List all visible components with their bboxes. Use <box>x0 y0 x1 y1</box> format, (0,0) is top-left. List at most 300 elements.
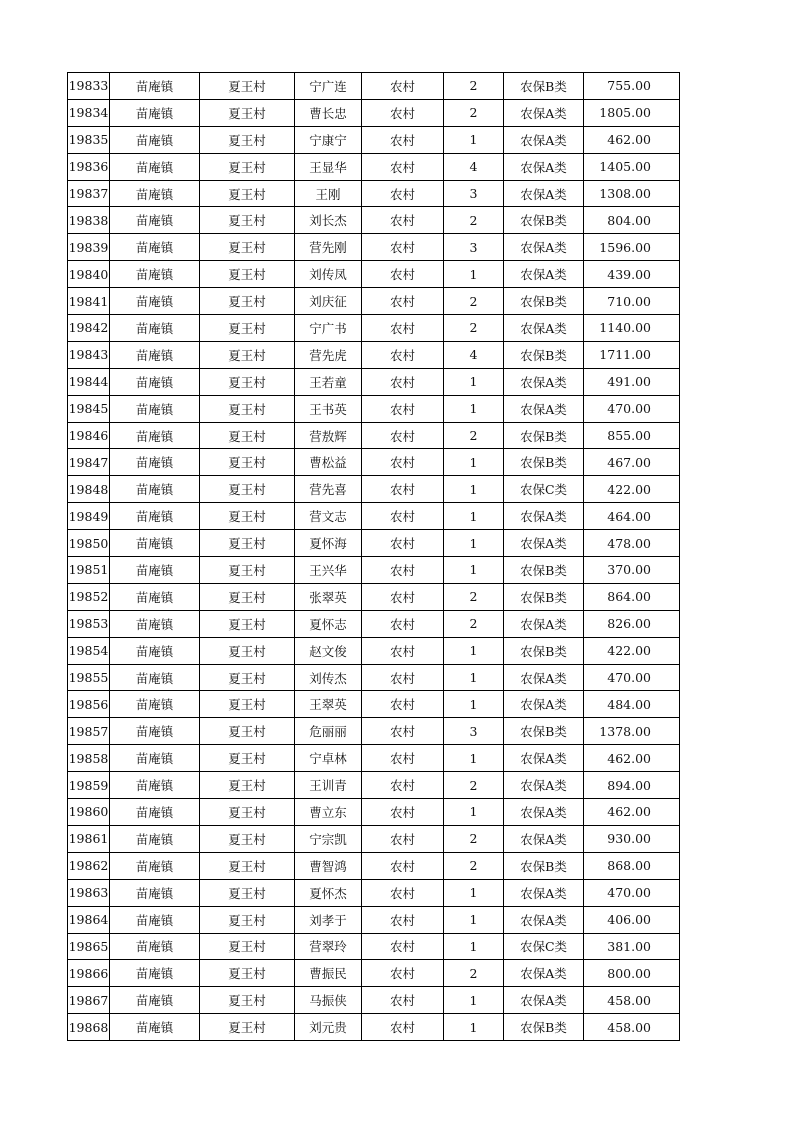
amount-cell: 1140.00 <box>584 315 680 342</box>
table-row <box>68 718 680 745</box>
table-row <box>68 960 680 987</box>
household-type-cell: 农村 <box>362 879 444 906</box>
table-row <box>68 879 680 906</box>
village-cell: 夏王村 <box>200 288 295 315</box>
insurance-category-cell: 农保B类 <box>504 341 584 368</box>
name-cell: 营文志 <box>295 503 362 530</box>
member-count-cell: 2 <box>444 852 504 879</box>
village-cell: 夏王村 <box>200 557 295 584</box>
household-type-cell: 农村 <box>362 476 444 503</box>
record-id-cell: 19843 <box>68 341 110 368</box>
household-type-cell: 农村 <box>362 557 444 584</box>
name-cell: 宁宗凯 <box>295 825 362 852</box>
record-id-cell: 19838 <box>68 207 110 234</box>
table-row <box>68 664 680 691</box>
table-row <box>68 745 680 772</box>
insurance-category-cell: 农保A类 <box>504 825 584 852</box>
member-count-cell: 1 <box>444 637 504 664</box>
village-cell: 夏王村 <box>200 637 295 664</box>
member-count-cell: 2 <box>444 422 504 449</box>
amount-cell: 826.00 <box>584 610 680 637</box>
table-row <box>68 288 680 315</box>
household-type-cell: 农村 <box>362 288 444 315</box>
household-type-cell: 农村 <box>362 503 444 530</box>
household-type-cell: 农村 <box>362 315 444 342</box>
record-id-cell: 19850 <box>68 530 110 557</box>
village-cell: 夏王村 <box>200 153 295 180</box>
insurance-category-cell: 农保A类 <box>504 315 584 342</box>
member-count-cell: 1 <box>444 664 504 691</box>
member-count-cell: 1 <box>444 126 504 153</box>
member-count-cell: 4 <box>444 153 504 180</box>
record-id-cell: 19835 <box>68 126 110 153</box>
table-row <box>68 73 680 100</box>
record-id-cell: 19859 <box>68 772 110 799</box>
record-id-cell: 19865 <box>68 933 110 960</box>
record-id-cell: 19864 <box>68 906 110 933</box>
town-cell: 苗庵镇 <box>110 1014 200 1041</box>
name-cell: 刘孝于 <box>295 906 362 933</box>
table-row <box>68 234 680 261</box>
household-type-cell: 农村 <box>362 583 444 610</box>
household-type-cell: 农村 <box>362 530 444 557</box>
town-cell: 苗庵镇 <box>110 799 200 826</box>
table-row <box>68 422 680 449</box>
town-cell: 苗庵镇 <box>110 637 200 664</box>
household-type-cell: 农村 <box>362 825 444 852</box>
record-id-cell: 19840 <box>68 261 110 288</box>
insurance-category-cell: 农保A类 <box>504 906 584 933</box>
insurance-category-cell: 农保A类 <box>504 261 584 288</box>
amount-cell: 1596.00 <box>584 234 680 261</box>
table-row <box>68 583 680 610</box>
village-cell: 夏王村 <box>200 664 295 691</box>
insurance-category-cell: 农保B类 <box>504 1014 584 1041</box>
household-type-cell: 农村 <box>362 664 444 691</box>
insurance-category-cell: 农保B类 <box>504 449 584 476</box>
insurance-category-cell: 农保A类 <box>504 180 584 207</box>
insurance-category-cell: 农保A类 <box>504 772 584 799</box>
table-row <box>68 207 680 234</box>
name-cell: 营先刚 <box>295 234 362 261</box>
town-cell: 苗庵镇 <box>110 341 200 368</box>
member-count-cell: 1 <box>444 449 504 476</box>
insurance-category-cell: 农保B类 <box>504 637 584 664</box>
record-id-cell: 19861 <box>68 825 110 852</box>
records-table <box>67 72 680 1041</box>
member-count-cell: 4 <box>444 341 504 368</box>
record-id-cell: 19846 <box>68 422 110 449</box>
record-id-cell: 19853 <box>68 610 110 637</box>
member-count-cell: 1 <box>444 987 504 1014</box>
record-id-cell: 19858 <box>68 745 110 772</box>
record-id-cell: 19847 <box>68 449 110 476</box>
town-cell: 苗庵镇 <box>110 960 200 987</box>
record-id-cell: 19845 <box>68 395 110 422</box>
village-cell: 夏王村 <box>200 234 295 261</box>
household-type-cell: 农村 <box>362 449 444 476</box>
name-cell: 刘庆征 <box>295 288 362 315</box>
records-body <box>68 73 680 1041</box>
insurance-category-cell: 农保B类 <box>504 583 584 610</box>
record-id-cell: 19848 <box>68 476 110 503</box>
town-cell: 苗庵镇 <box>110 99 200 126</box>
table-row <box>68 476 680 503</box>
record-id-cell: 19849 <box>68 503 110 530</box>
record-id-cell: 19857 <box>68 718 110 745</box>
name-cell: 曹松益 <box>295 449 362 476</box>
village-cell: 夏王村 <box>200 476 295 503</box>
amount-cell: 1308.00 <box>584 180 680 207</box>
household-type-cell: 农村 <box>362 261 444 288</box>
amount-cell: 930.00 <box>584 825 680 852</box>
insurance-category-cell: 农保A类 <box>504 987 584 1014</box>
insurance-category-cell: 农保A类 <box>504 745 584 772</box>
household-type-cell: 农村 <box>362 234 444 261</box>
town-cell: 苗庵镇 <box>110 207 200 234</box>
member-count-cell: 1 <box>444 691 504 718</box>
amount-cell: 470.00 <box>584 664 680 691</box>
name-cell: 危丽丽 <box>295 718 362 745</box>
table-row <box>68 180 680 207</box>
village-cell: 夏王村 <box>200 368 295 395</box>
record-id-cell: 19836 <box>68 153 110 180</box>
town-cell: 苗庵镇 <box>110 772 200 799</box>
amount-cell: 1805.00 <box>584 99 680 126</box>
member-count-cell: 2 <box>444 99 504 126</box>
town-cell: 苗庵镇 <box>110 557 200 584</box>
table-row <box>68 825 680 852</box>
name-cell: 夏怀杰 <box>295 879 362 906</box>
insurance-category-cell: 农保B类 <box>504 422 584 449</box>
table-row <box>68 153 680 180</box>
name-cell: 曹智鸿 <box>295 852 362 879</box>
name-cell: 营先虎 <box>295 341 362 368</box>
record-id-cell: 19852 <box>68 583 110 610</box>
village-cell: 夏王村 <box>200 503 295 530</box>
table-row <box>68 530 680 557</box>
town-cell: 苗庵镇 <box>110 288 200 315</box>
name-cell: 曹立东 <box>295 799 362 826</box>
amount-cell: 370.00 <box>584 557 680 584</box>
table-row <box>68 772 680 799</box>
town-cell: 苗庵镇 <box>110 234 200 261</box>
town-cell: 苗庵镇 <box>110 73 200 100</box>
amount-cell: 439.00 <box>584 261 680 288</box>
amount-cell: 800.00 <box>584 960 680 987</box>
village-cell: 夏王村 <box>200 422 295 449</box>
member-count-cell: 1 <box>444 879 504 906</box>
member-count-cell: 3 <box>444 180 504 207</box>
town-cell: 苗庵镇 <box>110 691 200 718</box>
village-cell: 夏王村 <box>200 341 295 368</box>
record-id-cell: 19844 <box>68 368 110 395</box>
town-cell: 苗庵镇 <box>110 153 200 180</box>
record-id-cell: 19837 <box>68 180 110 207</box>
insurance-category-cell: 农保B类 <box>504 288 584 315</box>
member-count-cell: 1 <box>444 395 504 422</box>
town-cell: 苗庵镇 <box>110 395 200 422</box>
name-cell: 王训青 <box>295 772 362 799</box>
village-cell: 夏王村 <box>200 315 295 342</box>
member-count-cell: 1 <box>444 530 504 557</box>
town-cell: 苗庵镇 <box>110 825 200 852</box>
member-count-cell: 1 <box>444 368 504 395</box>
town-cell: 苗庵镇 <box>110 449 200 476</box>
amount-cell: 478.00 <box>584 530 680 557</box>
town-cell: 苗庵镇 <box>110 745 200 772</box>
name-cell: 刘长杰 <box>295 207 362 234</box>
table-row <box>68 449 680 476</box>
record-id-cell: 19856 <box>68 691 110 718</box>
village-cell: 夏王村 <box>200 610 295 637</box>
table-row <box>68 691 680 718</box>
table-row <box>68 395 680 422</box>
insurance-category-cell: 农保B类 <box>504 718 584 745</box>
town-cell: 苗庵镇 <box>110 422 200 449</box>
insurance-category-cell: 农保A类 <box>504 610 584 637</box>
member-count-cell: 2 <box>444 583 504 610</box>
amount-cell: 491.00 <box>584 368 680 395</box>
town-cell: 苗庵镇 <box>110 664 200 691</box>
table-row <box>68 503 680 530</box>
record-id-cell: 19834 <box>68 99 110 126</box>
name-cell: 宁卓林 <box>295 745 362 772</box>
household-type-cell: 农村 <box>362 799 444 826</box>
town-cell: 苗庵镇 <box>110 718 200 745</box>
town-cell: 苗庵镇 <box>110 583 200 610</box>
village-cell: 夏王村 <box>200 207 295 234</box>
insurance-category-cell: 农保B类 <box>504 557 584 584</box>
record-id-cell: 19851 <box>68 557 110 584</box>
record-id-cell: 19833 <box>68 73 110 100</box>
member-count-cell: 1 <box>444 1014 504 1041</box>
amount-cell: 406.00 <box>584 906 680 933</box>
table-row <box>68 906 680 933</box>
name-cell: 营先喜 <box>295 476 362 503</box>
town-cell: 苗庵镇 <box>110 852 200 879</box>
village-cell: 夏王村 <box>200 852 295 879</box>
record-id-cell: 19855 <box>68 664 110 691</box>
name-cell: 刘传凤 <box>295 261 362 288</box>
name-cell: 营敖辉 <box>295 422 362 449</box>
insurance-category-cell: 农保A类 <box>504 960 584 987</box>
member-count-cell: 3 <box>444 718 504 745</box>
amount-cell: 458.00 <box>584 987 680 1014</box>
insurance-category-cell: 农保A类 <box>504 368 584 395</box>
table-row <box>68 987 680 1014</box>
member-count-cell: 1 <box>444 557 504 584</box>
amount-cell: 458.00 <box>584 1014 680 1041</box>
name-cell: 张翠英 <box>295 583 362 610</box>
town-cell: 苗庵镇 <box>110 503 200 530</box>
amount-cell: 484.00 <box>584 691 680 718</box>
table-row <box>68 610 680 637</box>
insurance-category-cell: 农保A类 <box>504 395 584 422</box>
town-cell: 苗庵镇 <box>110 933 200 960</box>
name-cell: 王书英 <box>295 395 362 422</box>
household-type-cell: 农村 <box>362 960 444 987</box>
name-cell: 宁康宁 <box>295 126 362 153</box>
insurance-category-cell: 农保A类 <box>504 234 584 261</box>
village-cell: 夏王村 <box>200 530 295 557</box>
insurance-category-cell: 农保A类 <box>504 530 584 557</box>
member-count-cell: 1 <box>444 799 504 826</box>
name-cell: 王显华 <box>295 153 362 180</box>
household-type-cell: 农村 <box>362 852 444 879</box>
household-type-cell: 农村 <box>362 126 444 153</box>
amount-cell: 464.00 <box>584 503 680 530</box>
name-cell: 王兴华 <box>295 557 362 584</box>
record-id-cell: 19841 <box>68 288 110 315</box>
table-row <box>68 557 680 584</box>
town-cell: 苗庵镇 <box>110 368 200 395</box>
village-cell: 夏王村 <box>200 799 295 826</box>
village-cell: 夏王村 <box>200 180 295 207</box>
record-id-cell: 19867 <box>68 987 110 1014</box>
member-count-cell: 2 <box>444 960 504 987</box>
town-cell: 苗庵镇 <box>110 879 200 906</box>
village-cell: 夏王村 <box>200 73 295 100</box>
name-cell: 刘元贵 <box>295 1014 362 1041</box>
household-type-cell: 农村 <box>362 906 444 933</box>
member-count-cell: 1 <box>444 933 504 960</box>
amount-cell: 755.00 <box>584 73 680 100</box>
village-cell: 夏王村 <box>200 987 295 1014</box>
household-type-cell: 农村 <box>362 933 444 960</box>
table-row <box>68 799 680 826</box>
village-cell: 夏王村 <box>200 449 295 476</box>
town-cell: 苗庵镇 <box>110 530 200 557</box>
town-cell: 苗庵镇 <box>110 180 200 207</box>
member-count-cell: 2 <box>444 315 504 342</box>
record-id-cell: 19863 <box>68 879 110 906</box>
household-type-cell: 农村 <box>362 745 444 772</box>
table-row <box>68 852 680 879</box>
amount-cell: 470.00 <box>584 395 680 422</box>
amount-cell: 462.00 <box>584 745 680 772</box>
amount-cell: 710.00 <box>584 288 680 315</box>
amount-cell: 381.00 <box>584 933 680 960</box>
town-cell: 苗庵镇 <box>110 315 200 342</box>
name-cell: 刘传杰 <box>295 664 362 691</box>
table-row <box>68 933 680 960</box>
name-cell: 曹长忠 <box>295 99 362 126</box>
village-cell: 夏王村 <box>200 906 295 933</box>
insurance-category-cell: 农保A类 <box>504 879 584 906</box>
amount-cell: 462.00 <box>584 799 680 826</box>
village-cell: 夏王村 <box>200 395 295 422</box>
table-row <box>68 315 680 342</box>
village-cell: 夏王村 <box>200 126 295 153</box>
member-count-cell: 2 <box>444 772 504 799</box>
village-cell: 夏王村 <box>200 583 295 610</box>
member-count-cell: 1 <box>444 503 504 530</box>
amount-cell: 868.00 <box>584 852 680 879</box>
household-type-cell: 农村 <box>362 207 444 234</box>
town-cell: 苗庵镇 <box>110 476 200 503</box>
household-type-cell: 农村 <box>362 610 444 637</box>
name-cell: 王若童 <box>295 368 362 395</box>
member-count-cell: 1 <box>444 906 504 933</box>
village-cell: 夏王村 <box>200 960 295 987</box>
village-cell: 夏王村 <box>200 772 295 799</box>
household-type-cell: 农村 <box>362 395 444 422</box>
insurance-category-cell: 农保A类 <box>504 799 584 826</box>
amount-cell: 422.00 <box>584 476 680 503</box>
table-row <box>68 99 680 126</box>
household-type-cell: 农村 <box>362 341 444 368</box>
insurance-category-cell: 农保C类 <box>504 933 584 960</box>
table-row <box>68 637 680 664</box>
record-id-cell: 19839 <box>68 234 110 261</box>
name-cell: 宁广书 <box>295 315 362 342</box>
household-type-cell: 农村 <box>362 153 444 180</box>
record-id-cell: 19868 <box>68 1014 110 1041</box>
amount-cell: 894.00 <box>584 772 680 799</box>
village-cell: 夏王村 <box>200 879 295 906</box>
name-cell: 夏怀海 <box>295 530 362 557</box>
member-count-cell: 1 <box>444 745 504 772</box>
amount-cell: 855.00 <box>584 422 680 449</box>
household-type-cell: 农村 <box>362 368 444 395</box>
village-cell: 夏王村 <box>200 745 295 772</box>
village-cell: 夏王村 <box>200 718 295 745</box>
amount-cell: 470.00 <box>584 879 680 906</box>
insurance-category-cell: 农保A类 <box>504 664 584 691</box>
village-cell: 夏王村 <box>200 1014 295 1041</box>
amount-cell: 1378.00 <box>584 718 680 745</box>
village-cell: 夏王村 <box>200 261 295 288</box>
insurance-category-cell: 农保A类 <box>504 126 584 153</box>
village-cell: 夏王村 <box>200 825 295 852</box>
member-count-cell: 2 <box>444 610 504 637</box>
member-count-cell: 2 <box>444 288 504 315</box>
insurance-category-cell: 农保B类 <box>504 207 584 234</box>
village-cell: 夏王村 <box>200 691 295 718</box>
household-type-cell: 农村 <box>362 73 444 100</box>
town-cell: 苗庵镇 <box>110 261 200 288</box>
insurance-category-cell: 农保A类 <box>504 99 584 126</box>
town-cell: 苗庵镇 <box>110 610 200 637</box>
insurance-category-cell: 农保B类 <box>504 73 584 100</box>
amount-cell: 804.00 <box>584 207 680 234</box>
record-id-cell: 19842 <box>68 315 110 342</box>
amount-cell: 864.00 <box>584 583 680 610</box>
household-type-cell: 农村 <box>362 691 444 718</box>
name-cell: 营翠玲 <box>295 933 362 960</box>
table-row <box>68 341 680 368</box>
village-cell: 夏王村 <box>200 933 295 960</box>
record-id-cell: 19866 <box>68 960 110 987</box>
member-count-cell: 2 <box>444 207 504 234</box>
village-cell: 夏王村 <box>200 99 295 126</box>
table-row <box>68 368 680 395</box>
record-id-cell: 19854 <box>68 637 110 664</box>
member-count-cell: 1 <box>444 261 504 288</box>
household-type-cell: 农村 <box>362 180 444 207</box>
table-row <box>68 261 680 288</box>
household-type-cell: 农村 <box>362 99 444 126</box>
amount-cell: 1405.00 <box>584 153 680 180</box>
household-type-cell: 农村 <box>362 637 444 664</box>
household-type-cell: 农村 <box>362 718 444 745</box>
member-count-cell: 2 <box>444 825 504 852</box>
town-cell: 苗庵镇 <box>110 987 200 1014</box>
amount-cell: 422.00 <box>584 637 680 664</box>
name-cell: 曹振民 <box>295 960 362 987</box>
name-cell: 夏怀志 <box>295 610 362 637</box>
